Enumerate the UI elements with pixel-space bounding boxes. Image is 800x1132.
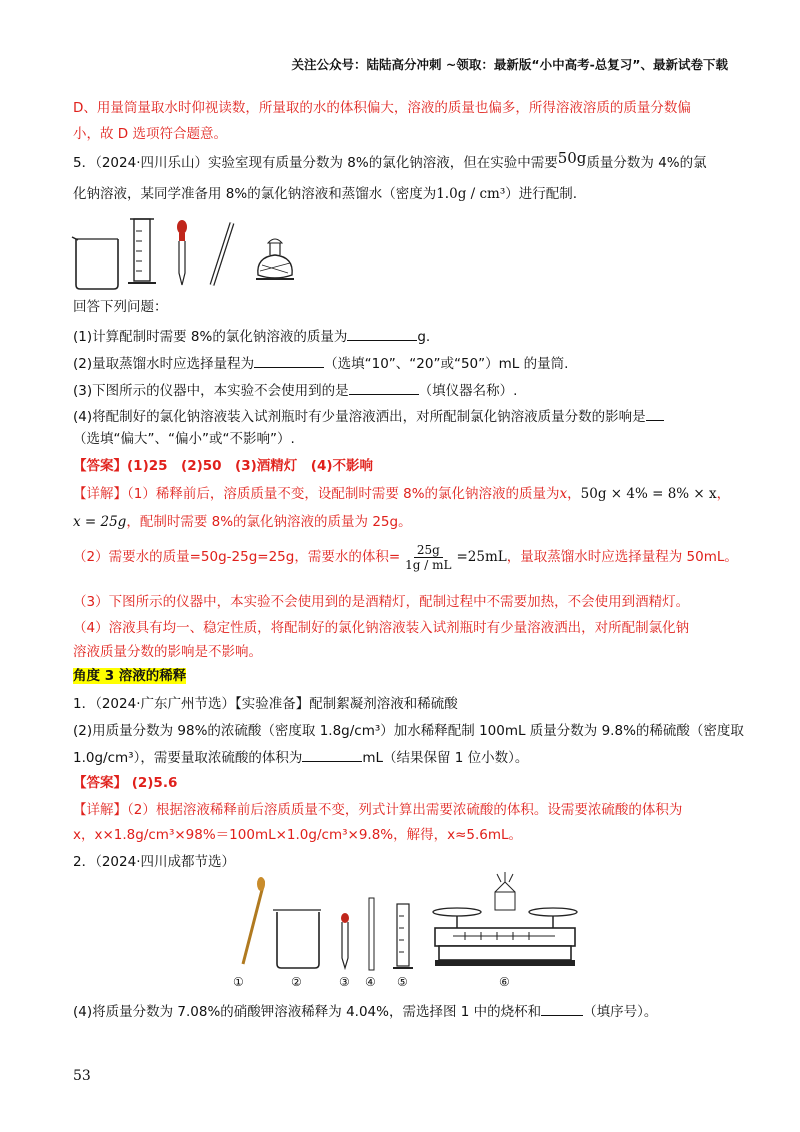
q5-part2: (2)量取蒸馏水时应选择量程为 （选填“10”、“20”或“50”）mL 的量筒. (73, 352, 568, 374)
q5-detail-3: （2）需要水的质量=50g-25g=25g，需要水的体积= $\frac{25g}{1g / mL}$ =25mL，量取蒸馏水时应选择量程为 50mL。 (73, 542, 738, 572)
q5-prompt: 回答下列问题： (73, 299, 168, 315)
prev-explanation-line: D、用量筒量取水时仰视读数，所量取的水的体积偏大，溶液的质量也偏多，所得溶液溶质的质量分数偏 (73, 100, 691, 116)
answer-blank[interactable] (302, 746, 362, 762)
q5-part4-cont: （选填“偏大”、“偏小”或“不影响”）. (73, 431, 295, 447)
beaker-icon (72, 237, 118, 289)
figure-label: ③ (339, 975, 350, 989)
q5-detail-5b: 溶液质量分数的影响是不影响。 (73, 644, 262, 660)
density-value: 1.0g / cm³ (436, 186, 506, 202)
figure-label: ④ (365, 975, 376, 989)
volume-fraction: $\frac{25g}{1g / mL}$ (405, 542, 452, 572)
q2-apparatus-figure (225, 872, 595, 992)
prev-explanation-line: 小，故 D 选项符合题意。 (73, 126, 227, 142)
q5-detail-5a: （4）溶液具有均一、稳定性质，将配制好的氯化钠溶液装入试剂瓶时有少量溶液洒出，对所配制氯化钠 (73, 620, 690, 636)
alcohol-lamp-icon (256, 239, 294, 279)
q5-detail-2: x = 25g，配制时需要 8%的氯化钠溶液的质量为 25g。 (73, 514, 412, 530)
q1-stem: 1．（2024·广东广州节选）【实验准备】配制絮凝剂溶液和稀硫酸 (73, 696, 458, 712)
graduated-cylinder-icon (393, 904, 413, 968)
q1-detail-1: 【详解】（2）根据溶液稀释前后溶质质量不变，列式计算出需要浓硫酸的体积。设需要浓硫酸的体积为 (73, 802, 683, 818)
q5-detail-1: 【详解】（1）稀释前后，溶质质量不变，设配制时需要 8%的氯化钠溶液的质量为x，50g × 4% = 8% × x， (73, 486, 731, 502)
q1-part2-line1: (2)用质量分数为 98%的浓硫酸（密度取 1.8g/cm³）加水稀释配制 100mL 质量分数为 9.8%的稀硫酸（密度取 (73, 723, 744, 739)
q2-part4: (4)将质量分数为 7.08%的硝酸钾溶液稀释为 4.04%，需选择图 1 中的烧杯和 （填序号）。 (73, 1000, 657, 1022)
dropper-icon (341, 913, 349, 968)
figure-label: ① (233, 975, 244, 989)
q5-stem-line1: 5．（2024·四川乐山）实验室现有质量分数为 8%的氯化钠溶液，但在实验中需要50g质量分数为 4%的氯 (73, 149, 707, 171)
dropper-icon (177, 220, 187, 285)
section-title: 角度 3 溶液的稀释 (73, 668, 187, 684)
answer-blank[interactable] (347, 325, 417, 341)
q1-detail-2: x，x×1.8g/cm³×98%＝100mL×1.0g/cm³×9.8%，解得，x≈5.6mL。 (73, 827, 523, 843)
q2-stem: 2．（2024·四川成都节选） (73, 854, 235, 870)
glass-rod-icon (369, 898, 374, 970)
q5-stem-line2: 化钠溶液，某同学准备用 8%的氯化钠溶液和蒸馏水（密度为1.0g / cm³）进行配制. (73, 186, 578, 202)
answer-blank[interactable] (541, 1000, 583, 1016)
q5-detail-4: （3）下图所示的仪器中，本实验不会使用到的是酒精灯，配制过程中不需要加热，不会使用到酒精灯。 (73, 594, 690, 610)
figure-label: ② (291, 975, 302, 989)
beaker-icon (273, 910, 321, 968)
q5-answer: 【答案】(1)25 (2)50 (3)酒精灯 (4)不影响 (73, 458, 374, 474)
answer-blank[interactable] (646, 405, 664, 421)
page-number: 53 (73, 1068, 91, 1084)
answer-blank[interactable] (349, 379, 419, 395)
q5-apparatus-figure (70, 213, 310, 293)
spoon-icon (243, 877, 265, 964)
q1-part2-line2: 1.0g/cm³），需要量取浓硫酸的体积为 mL（结果保留 1 位小数）。 (73, 746, 528, 768)
q5-part4: (4)将配制好的氯化钠溶液装入试剂瓶时有少量溶液洒出，对所配制氯化钠溶液质量分数的影响是 (73, 405, 664, 427)
q5-part1: (1)计算配制时需要 8%的氯化钠溶液的质量为 g. (73, 325, 430, 347)
page-header: 关注公众号：陆陆高分冲刺 ~领取：最新版“小中高考-总复习”、最新试卷下载 (291, 57, 728, 72)
balance-icon (433, 872, 577, 966)
q1-answer: 【答案】 (2)5.6 (73, 775, 178, 791)
mass-value: 50g (557, 149, 587, 167)
glass-rod-icon (212, 223, 232, 285)
graduated-cylinder-icon (128, 219, 156, 283)
answer-blank[interactable] (254, 352, 324, 368)
figure-label: ⑤ (397, 975, 408, 989)
figure-label: ⑥ (499, 975, 510, 989)
q5-part3: (3)下图所示的仪器中，本实验不会使用到的是 （填仪器名称）. (73, 379, 517, 401)
